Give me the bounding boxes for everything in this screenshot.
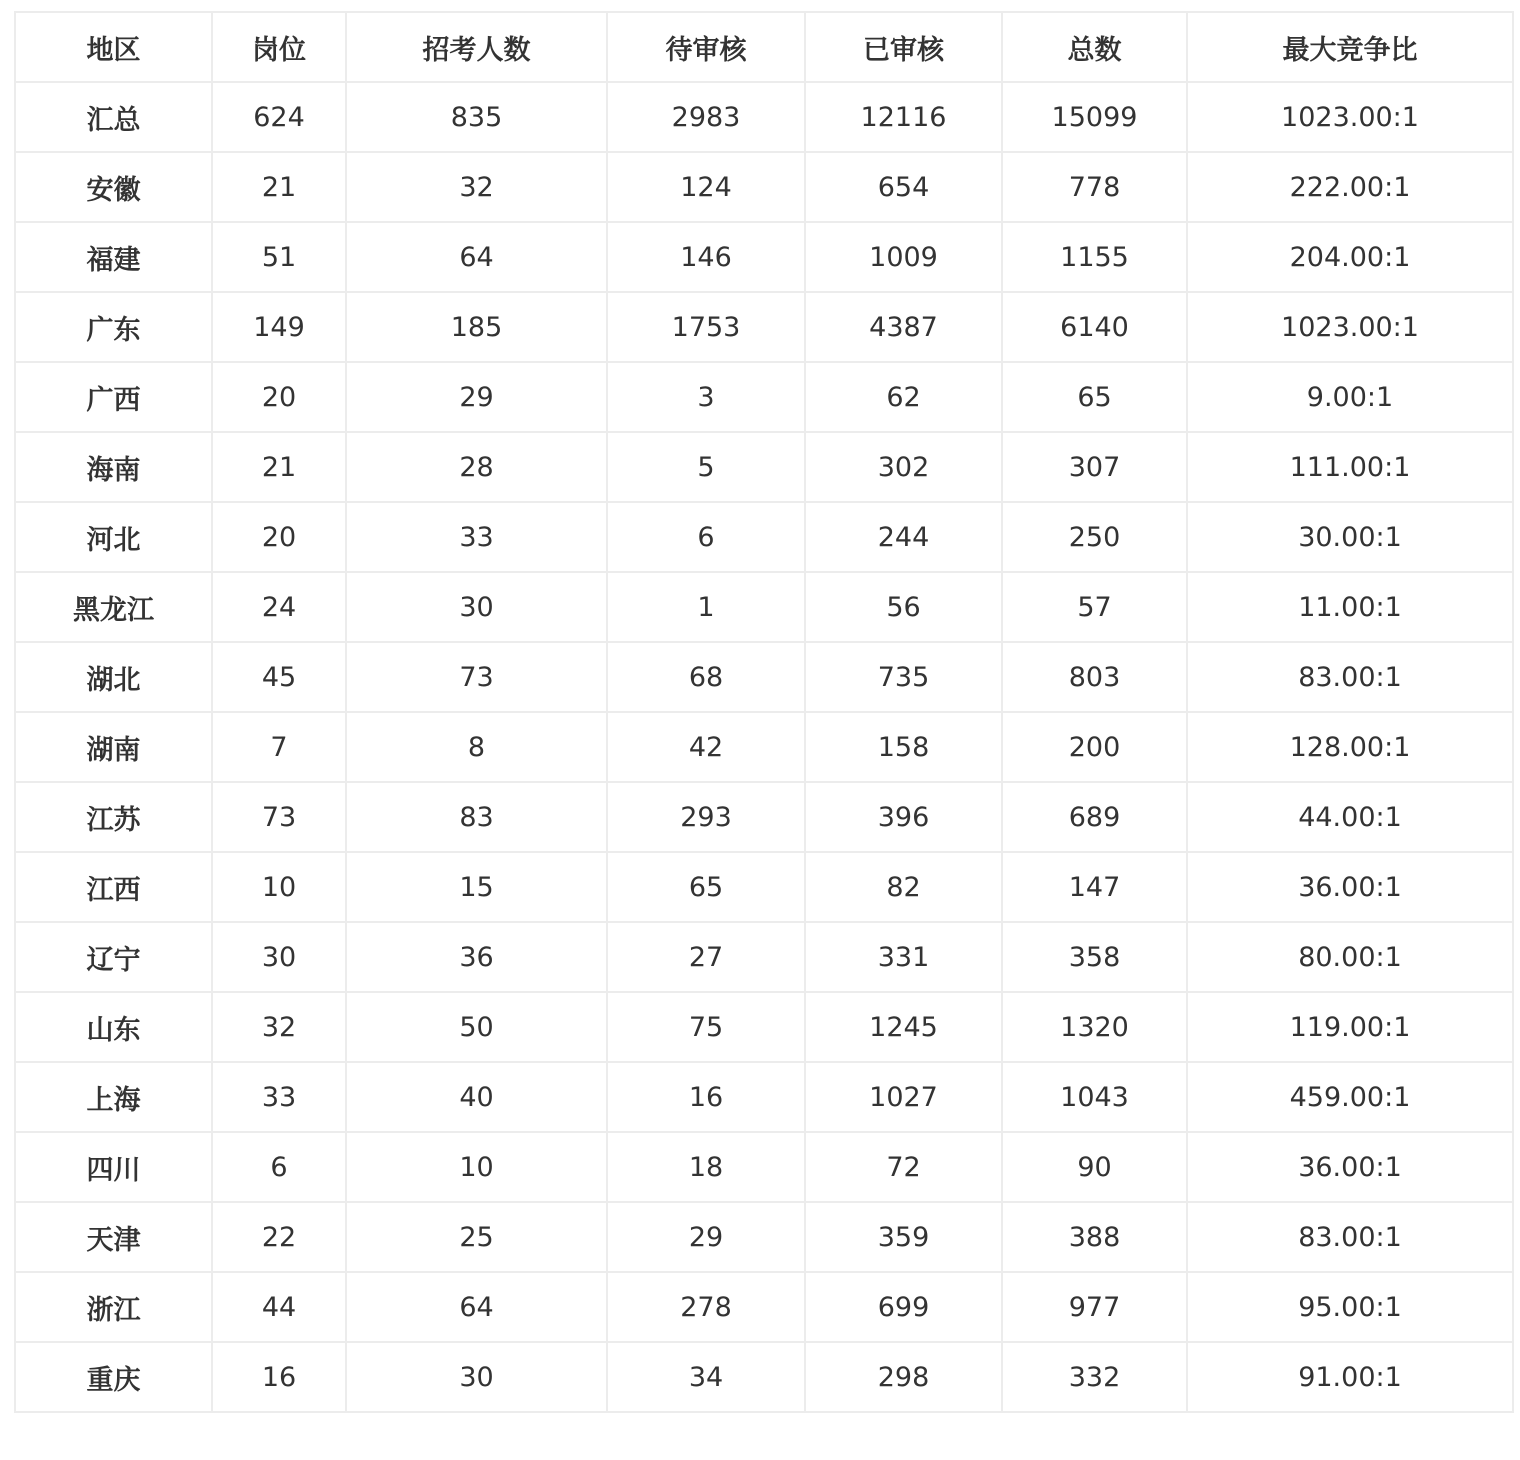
cell-positions: 45: [212, 642, 346, 712]
table-row: [15, 922, 1513, 992]
table-row: [15, 222, 1513, 292]
cell-total: 1320: [1002, 992, 1187, 1062]
cell-region: 上海: [15, 1062, 212, 1132]
cell-max-competition-ratio: 204.00:1: [1187, 222, 1513, 292]
cell-recruit-count: 30: [346, 572, 607, 642]
table-row: [15, 572, 1513, 642]
cell-reviewed: 12116: [805, 82, 1002, 152]
cell-reviewed: 302: [805, 432, 1002, 502]
cell-pending-review: 65: [607, 852, 805, 922]
cell-region: 天津: [15, 1202, 212, 1272]
cell-recruit-count: 50: [346, 992, 607, 1062]
cell-positions: 149: [212, 292, 346, 362]
cell-reviewed: 298: [805, 1342, 1002, 1412]
cell-reviewed: 699: [805, 1272, 1002, 1342]
cell-total: 250: [1002, 502, 1187, 572]
table-row: [15, 432, 1513, 502]
cell-reviewed: 4387: [805, 292, 1002, 362]
cell-region: 四川: [15, 1132, 212, 1202]
cell-recruit-count: 33: [346, 502, 607, 572]
cell-max-competition-ratio: 9.00:1: [1187, 362, 1513, 432]
header-reviewed: 已审核: [805, 12, 1002, 82]
cell-reviewed: 56: [805, 572, 1002, 642]
cell-positions: 22: [212, 1202, 346, 1272]
table-row: [15, 1272, 1513, 1342]
cell-total: 147: [1002, 852, 1187, 922]
table-body: [15, 82, 1513, 1412]
header-row: [15, 12, 1513, 82]
cell-region: 江苏: [15, 782, 212, 852]
cell-reviewed: 735: [805, 642, 1002, 712]
cell-region: 湖南: [15, 712, 212, 782]
cell-pending-review: 5: [607, 432, 805, 502]
cell-pending-review: 34: [607, 1342, 805, 1412]
cell-positions: 44: [212, 1272, 346, 1342]
cell-max-competition-ratio: 91.00:1: [1187, 1342, 1513, 1412]
cell-total: 332: [1002, 1342, 1187, 1412]
header-pending-review: 待审核: [607, 12, 805, 82]
header-max-competition-ratio: 最大竞争比: [1187, 12, 1513, 82]
cell-region: 湖北: [15, 642, 212, 712]
cell-recruit-count: 8: [346, 712, 607, 782]
cell-region: 重庆: [15, 1342, 212, 1412]
cell-recruit-count: 83: [346, 782, 607, 852]
cell-reviewed: 359: [805, 1202, 1002, 1272]
table-row: [15, 1132, 1513, 1202]
cell-region: 广西: [15, 362, 212, 432]
cell-recruit-count: 40: [346, 1062, 607, 1132]
cell-max-competition-ratio: 83.00:1: [1187, 642, 1513, 712]
cell-reviewed: 331: [805, 922, 1002, 992]
cell-pending-review: 68: [607, 642, 805, 712]
table-row: [15, 292, 1513, 362]
cell-total: 388: [1002, 1202, 1187, 1272]
cell-pending-review: 1753: [607, 292, 805, 362]
cell-reviewed: 1009: [805, 222, 1002, 292]
cell-max-competition-ratio: 1023.00:1: [1187, 292, 1513, 362]
cell-reviewed: 62: [805, 362, 1002, 432]
cell-positions: 73: [212, 782, 346, 852]
cell-pending-review: 2983: [607, 82, 805, 152]
cell-total: 803: [1002, 642, 1187, 712]
cell-max-competition-ratio: 36.00:1: [1187, 1132, 1513, 1202]
cell-pending-review: 293: [607, 782, 805, 852]
cell-total: 57: [1002, 572, 1187, 642]
cell-total: 977: [1002, 1272, 1187, 1342]
cell-positions: 7: [212, 712, 346, 782]
table-row: [15, 1342, 1513, 1412]
cell-recruit-count: 29: [346, 362, 607, 432]
cell-positions: 24: [212, 572, 346, 642]
cell-pending-review: 27: [607, 922, 805, 992]
exam-registration-table: [14, 11, 1514, 1413]
cell-positions: 624: [212, 82, 346, 152]
cell-reviewed: 158: [805, 712, 1002, 782]
cell-reviewed: 72: [805, 1132, 1002, 1202]
cell-positions: 21: [212, 152, 346, 222]
cell-pending-review: 278: [607, 1272, 805, 1342]
cell-total: 65: [1002, 362, 1187, 432]
cell-pending-review: 3: [607, 362, 805, 432]
cell-pending-review: 124: [607, 152, 805, 222]
cell-recruit-count: 73: [346, 642, 607, 712]
cell-positions: 51: [212, 222, 346, 292]
cell-max-competition-ratio: 111.00:1: [1187, 432, 1513, 502]
cell-region: 海南: [15, 432, 212, 502]
cell-max-competition-ratio: 128.00:1: [1187, 712, 1513, 782]
cell-region: 广东: [15, 292, 212, 362]
cell-max-competition-ratio: 222.00:1: [1187, 152, 1513, 222]
header-total: 总数: [1002, 12, 1187, 82]
cell-total: 6140: [1002, 292, 1187, 362]
cell-pending-review: 6: [607, 502, 805, 572]
cell-positions: 16: [212, 1342, 346, 1412]
cell-max-competition-ratio: 95.00:1: [1187, 1272, 1513, 1342]
cell-pending-review: 29: [607, 1202, 805, 1272]
cell-positions: 30: [212, 922, 346, 992]
cell-max-competition-ratio: 30.00:1: [1187, 502, 1513, 572]
cell-positions: 21: [212, 432, 346, 502]
table-row: [15, 82, 1513, 152]
cell-positions: 32: [212, 992, 346, 1062]
cell-total: 15099: [1002, 82, 1187, 152]
cell-pending-review: 16: [607, 1062, 805, 1132]
cell-max-competition-ratio: 459.00:1: [1187, 1062, 1513, 1132]
cell-total: 689: [1002, 782, 1187, 852]
cell-reviewed: 654: [805, 152, 1002, 222]
table-row: [15, 642, 1513, 712]
cell-positions: 6: [212, 1132, 346, 1202]
cell-max-competition-ratio: 36.00:1: [1187, 852, 1513, 922]
cell-region: 浙江: [15, 1272, 212, 1342]
cell-pending-review: 146: [607, 222, 805, 292]
header-recruit-count: 招考人数: [346, 12, 607, 82]
cell-recruit-count: 835: [346, 82, 607, 152]
cell-max-competition-ratio: 1023.00:1: [1187, 82, 1513, 152]
table-row: [15, 1202, 1513, 1272]
cell-recruit-count: 28: [346, 432, 607, 502]
cell-recruit-count: 64: [346, 1272, 607, 1342]
cell-recruit-count: 30: [346, 1342, 607, 1412]
header-region: 地区: [15, 12, 212, 82]
cell-positions: 20: [212, 502, 346, 572]
table-row: [15, 152, 1513, 222]
cell-recruit-count: 10: [346, 1132, 607, 1202]
cell-reviewed: 244: [805, 502, 1002, 572]
cell-max-competition-ratio: 80.00:1: [1187, 922, 1513, 992]
cell-region: 黑龙江: [15, 572, 212, 642]
cell-total: 778: [1002, 152, 1187, 222]
table-header: [15, 12, 1513, 82]
cell-region: 安徽: [15, 152, 212, 222]
cell-max-competition-ratio: 119.00:1: [1187, 992, 1513, 1062]
cell-pending-review: 1: [607, 572, 805, 642]
cell-positions: 10: [212, 852, 346, 922]
cell-pending-review: 75: [607, 992, 805, 1062]
cell-recruit-count: 15: [346, 852, 607, 922]
cell-total: 307: [1002, 432, 1187, 502]
cell-recruit-count: 36: [346, 922, 607, 992]
cell-recruit-count: 64: [346, 222, 607, 292]
cell-positions: 33: [212, 1062, 346, 1132]
cell-reviewed: 1245: [805, 992, 1002, 1062]
cell-region: 汇总: [15, 82, 212, 152]
cell-region: 江西: [15, 852, 212, 922]
cell-total: 358: [1002, 922, 1187, 992]
table-row: [15, 992, 1513, 1062]
cell-positions: 20: [212, 362, 346, 432]
table-row: [15, 782, 1513, 852]
table-row: [15, 852, 1513, 922]
cell-pending-review: 42: [607, 712, 805, 782]
table-row: [15, 712, 1513, 782]
table-container: [14, 11, 1514, 1413]
cell-region: 河北: [15, 502, 212, 572]
cell-total: 1155: [1002, 222, 1187, 292]
cell-recruit-count: 185: [346, 292, 607, 362]
cell-reviewed: 396: [805, 782, 1002, 852]
cell-total: 1043: [1002, 1062, 1187, 1132]
cell-region: 山东: [15, 992, 212, 1062]
table-row: [15, 362, 1513, 432]
table-row: [15, 1062, 1513, 1132]
cell-recruit-count: 32: [346, 152, 607, 222]
header-positions: 岗位: [212, 12, 346, 82]
cell-reviewed: 1027: [805, 1062, 1002, 1132]
cell-reviewed: 82: [805, 852, 1002, 922]
cell-total: 200: [1002, 712, 1187, 782]
cell-pending-review: 18: [607, 1132, 805, 1202]
cell-recruit-count: 25: [346, 1202, 607, 1272]
cell-max-competition-ratio: 11.00:1: [1187, 572, 1513, 642]
cell-region: 辽宁: [15, 922, 212, 992]
cell-region: 福建: [15, 222, 212, 292]
table-row: [15, 502, 1513, 572]
cell-max-competition-ratio: 44.00:1: [1187, 782, 1513, 852]
cell-max-competition-ratio: 83.00:1: [1187, 1202, 1513, 1272]
cell-total: 90: [1002, 1132, 1187, 1202]
